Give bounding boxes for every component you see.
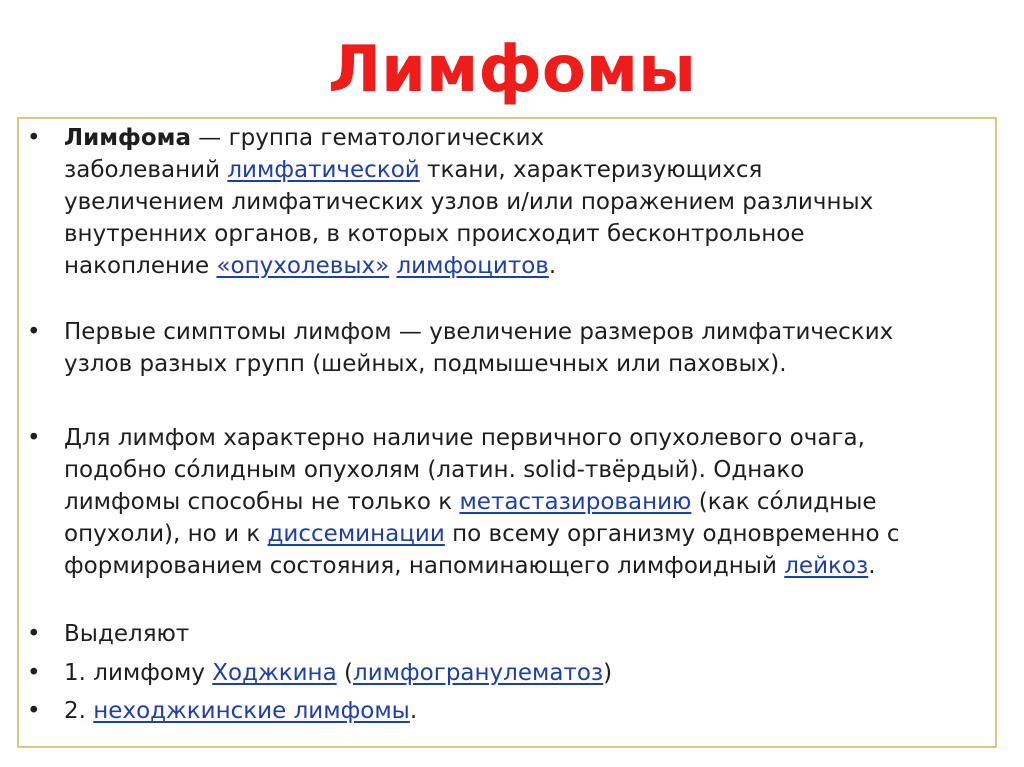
text-fragment: — группа гематологических: [190, 125, 545, 151]
line: [64, 657, 994, 689]
text-fragment: узлов разных групп (шейных, подмышечных или паховых).: [64, 351, 787, 377]
text-fragment: Для лимфом характерно наличие первичного опухолевого очага,: [64, 425, 865, 451]
line: [64, 618, 994, 650]
text-fragment: накопление: [64, 253, 217, 279]
text-fragment: опухоли), но и к: [64, 521, 268, 547]
link-dissemination[interactable]: диссеминации: [267, 521, 445, 547]
link-metastasis[interactable]: метастазированию: [459, 489, 692, 515]
paragraph-first-symptoms: [64, 316, 994, 380]
line: [64, 422, 994, 454]
text-fragment: .: [548, 253, 557, 279]
text-fragment: по всему организму одновременно с: [444, 521, 900, 547]
link-lymphatic[interactable]: лимфатической: [227, 157, 420, 183]
line: [64, 154, 994, 186]
bullet-2: •: [27, 319, 41, 345]
line: [64, 348, 994, 380]
line: [64, 454, 994, 486]
line: [64, 218, 994, 250]
link-lymphocytes[interactable]: лимфоцитов: [396, 253, 549, 279]
line: [64, 122, 994, 154]
text-fragment: (: [336, 660, 353, 686]
link-tumor[interactable]: «опухолевых»: [216, 253, 390, 279]
line: [64, 250, 994, 282]
line: [64, 550, 994, 582]
text-fragment: ткани, характеризующихся: [419, 157, 763, 183]
text-fragment: внутренних органов, в которых происходит бесконтрольное: [64, 221, 805, 247]
text-fragment: заболеваний: [64, 157, 228, 183]
paragraph-non-hodgkin: [64, 695, 994, 727]
paragraph-hodgkin: [64, 657, 994, 689]
slide-title: Лимфомы: [328, 33, 696, 107]
bullet-3: •: [27, 425, 41, 451]
text-fragment: увеличением лимфатических узлов и/или поражением различных: [64, 189, 874, 215]
link-non-hodgkin[interactable]: неходжкинские лимфомы: [93, 698, 410, 724]
bullet-5: •: [27, 660, 41, 686]
text-fragment: лимфомы способны не только к: [64, 489, 460, 515]
text-fragment: ): [603, 660, 613, 686]
text-fragment: формированием состояния, напоминающего лимфоидный: [64, 553, 785, 579]
line: [64, 695, 994, 727]
bullet-1: •: [27, 125, 41, 151]
text-fragment: подобно со́лидным опухолям (латин. solid-твёрдый). Однако: [64, 457, 805, 483]
paragraph-types-intro: [64, 618, 994, 650]
line: [64, 518, 994, 550]
line: [64, 316, 994, 348]
paragraph-characteristics: [64, 422, 994, 582]
text-fragment: 2.: [64, 698, 94, 724]
link-lymphogranulomatosis[interactable]: лимфогранулематоз: [353, 660, 604, 686]
bullet-4: •: [27, 621, 41, 647]
line: [64, 486, 994, 518]
term-lymphoma: Лимфома: [64, 125, 191, 151]
link-hodgkin[interactable]: Ходжкина: [212, 660, 337, 686]
text-fragment: .: [409, 698, 418, 724]
text-fragment: Выделяют: [64, 621, 190, 647]
link-leukosis[interactable]: лейкоз: [784, 553, 869, 579]
text-fragment: Первые симптомы лимфом — увеличение размеров лимфатических: [64, 319, 894, 345]
text-fragment: 1. лимфому: [64, 660, 213, 686]
bullet-6: •: [27, 698, 41, 724]
text-fragment: (как со́лидные: [691, 489, 877, 515]
line: [64, 186, 994, 218]
text-fragment: .: [868, 553, 876, 579]
paragraph-lymphoma-definition: [64, 122, 994, 282]
